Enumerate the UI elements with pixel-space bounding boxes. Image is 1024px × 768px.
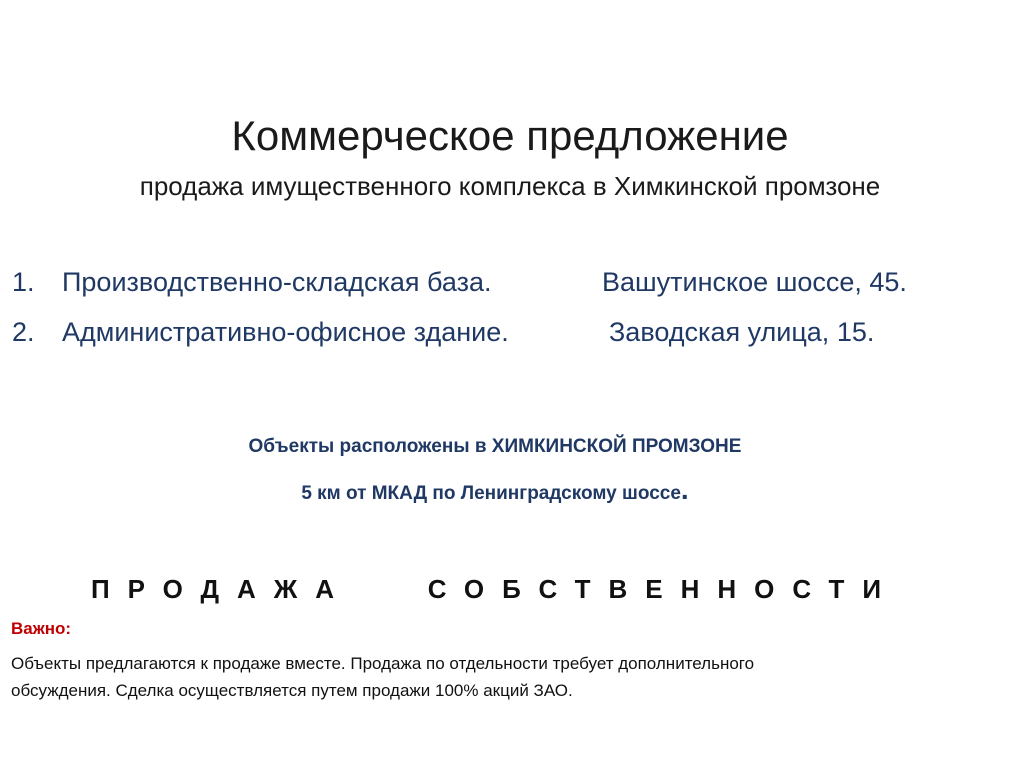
list-item-number: 2.	[12, 317, 35, 347]
important-label: Важно:	[11, 619, 72, 638]
list-item-name: Административно-офисное здание.	[62, 317, 509, 347]
list-item	[12, 312, 1012, 362]
list-item-address: Заводская улица, 15.	[609, 317, 875, 347]
page-title: Коммерческое предложение	[231, 112, 789, 159]
list-item-name: Производственно-складская база.	[62, 267, 492, 297]
list-item-address: Вашутинское шоссе, 45.	[602, 267, 907, 297]
sale-heading: ПРОДАЖА СОБСТВЕННОСТИ	[90, 574, 900, 604]
page-subtitle: продажа имущественного комплекса в Химкинской промзоне	[139, 171, 881, 201]
location-line-1: Объекты расположены в ХИМКИНСКОЙ ПРОМЗОНЕ	[248, 436, 742, 457]
list-item	[12, 262, 1012, 312]
location-line-2	[0, 474, 990, 505]
note-line-2: обсуждения. Сделка осуществляется путем продажи 100% акций ЗАО.	[11, 681, 573, 700]
note-line-1: Объекты предлагаются к продаже вместе. Продажа по отдельности требует дополнительного	[11, 654, 755, 673]
location-line-2-text: 5 км от МКАД по Ленинградскому шоссе	[301, 483, 681, 504]
property-list	[12, 262, 1012, 362]
note-text	[11, 650, 941, 704]
list-item-number: 1.	[12, 267, 35, 297]
location-line-2-period: .	[680, 474, 689, 505]
